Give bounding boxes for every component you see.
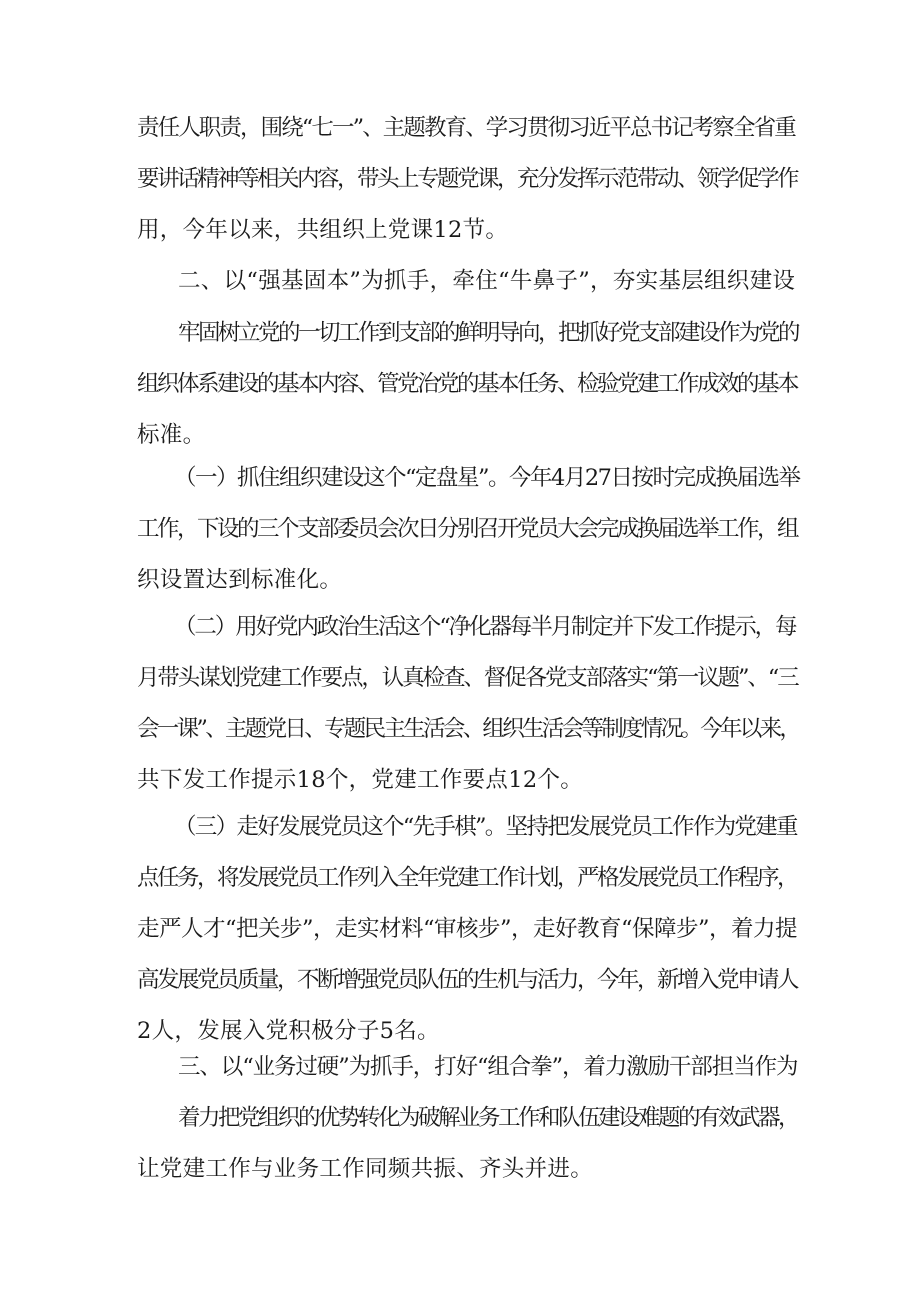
text-line: 工作，下设的三个支部委员会次日分别召开党员大会完成换届选举工作，组 [137,516,798,542]
text-line: 组织体系建设的基本内容、管党治党的基本任务、检验党建工作成效的基本 [137,371,798,397]
text-line: 着力把党组织的优势转化为破解业务工作和队伍建设难题的有效武器， [178,1105,799,1131]
text-line: 织设置达到标准化。 [137,567,343,593]
text-line: （二）用好党内政治生活这个“净化器每半月制定并下发工作提示，每 [174,614,796,640]
text-line: （一）抓住组织建设这个“定盘星”。今年4月27日按时完成换届选举 [174,465,800,491]
text-line: 标准。 [137,422,206,448]
text-line: 点任务，将发展党员工作列入全年党建工作计划，严格发展党员工作程序， [137,865,798,891]
text-line: 月带头谋划党建工作要点，认真检查、督促各党支部落实“第一议题”、“三 [137,665,798,691]
text-line: 高发展党员质量，不断增强党员队伍的生机与活力，今年，新增入党申请人 [137,967,798,993]
text-line: （三）走好发展党员这个“先手棋”。坚持把发展党员工作作为党建重 [174,814,797,840]
text-line: 会一课”、主题党日、专题民主生活会、组织生活会等制度情况。今年以来， [137,716,800,742]
text-line: 用，今年以来，共组织上党课12节。 [137,217,509,243]
section-heading: 二、以“强基固本”为抓手，牵住“牛鼻子”，夯实基层组织建设 [178,268,796,294]
text-line: 要讲话精神等相关内容，带头上专题党课，充分发挥示范带动、领学促学作 [137,166,798,192]
section-heading: 三、以“业务过硬”为抓手，打好“组合拳”，着力激励干部担当作为 [178,1054,798,1080]
text-line: 共下发工作提示18个，党建工作要点12个。 [137,767,584,793]
text-line: 让党建工作与业务工作同频共振、齐头并进。 [137,1156,594,1182]
text-line: 牢固树立党的一切工作到支部的鲜明导向，把抓好党支部建设作为党的 [178,320,799,346]
text-line: 走严人才“把关步”，走实材料“审核步”，走好教育“保障步”，着力提 [137,916,798,942]
text-line: 责任人职责，围绕“七一”、主题教育、学习贯彻习近平总书记考察全省重 [137,115,795,141]
text-line: 2人，发展入党积极分子5名。 [137,1018,440,1044]
